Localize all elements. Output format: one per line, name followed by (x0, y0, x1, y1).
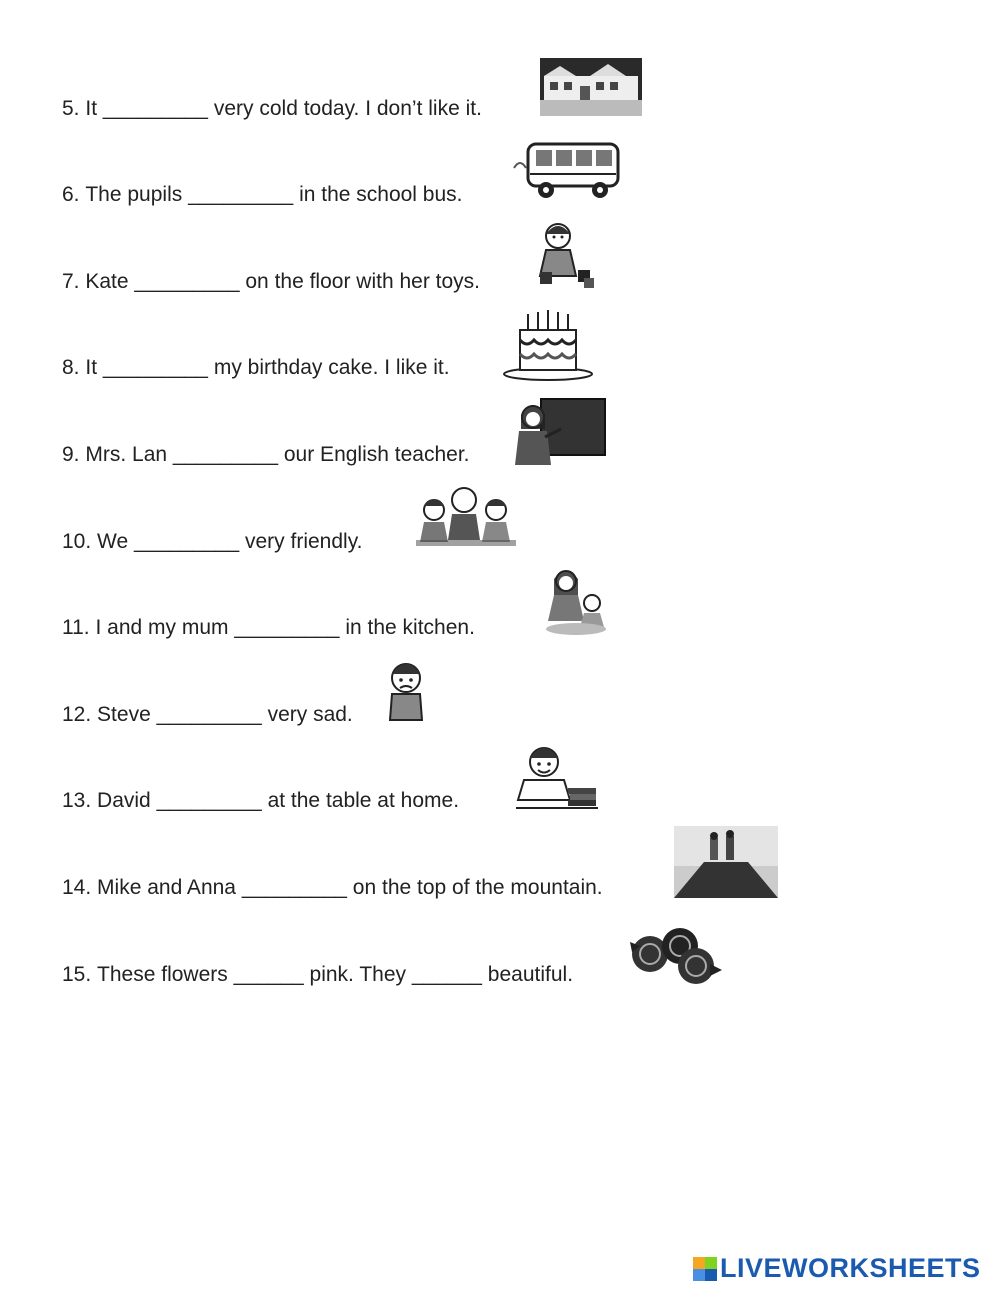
question-text-before: It (85, 356, 98, 379)
question-number: 8. (62, 356, 80, 379)
question-15 (62, 960, 573, 990)
question-5 (62, 94, 482, 124)
question-number: 11. (62, 616, 90, 639)
friends-group-icon (412, 484, 520, 555)
question-text-after: on the floor with her toys. (245, 270, 480, 293)
question-number: 7. (62, 270, 80, 293)
question-text-after: very friendly. (244, 530, 363, 553)
question-14 (62, 873, 603, 903)
snowy-school-icon (540, 58, 642, 121)
liveworksheets-mark-icon (693, 1257, 717, 1281)
question-6 (62, 180, 463, 210)
question-text-after: in the school bus. (299, 183, 463, 206)
question-text-before: I and my mum (95, 616, 229, 639)
question-text-before: We (97, 530, 129, 553)
question-text-before: It (85, 97, 98, 120)
question-number: 5. (62, 97, 80, 120)
question-text-after: very sad. (267, 703, 353, 726)
question-text-before: Mike and Anna (97, 876, 236, 899)
question-number: 13. (62, 789, 92, 812)
question-13 (62, 786, 459, 816)
answer-blank[interactable]: _________ (102, 356, 208, 379)
question-number: 15. (62, 963, 92, 986)
answer-blank[interactable]: _________ (172, 443, 279, 466)
question-number: 14. (62, 876, 92, 899)
answer-blank[interactable]: _________ (241, 876, 347, 899)
answer-blank[interactable]: _________ (156, 703, 262, 726)
question-number: 10. (62, 530, 92, 553)
question-text-after: at the table at home. (267, 789, 460, 812)
teacher-blackboard-icon (515, 397, 607, 472)
sad-boy-icon (384, 660, 428, 729)
question-text-before: Steve (97, 703, 151, 726)
answer-blank-2[interactable]: ______ (411, 963, 482, 986)
question-text-after: in the kitchen. (345, 616, 475, 639)
answer-blank[interactable]: _________ (134, 530, 240, 553)
boy-at-table-icon (512, 742, 602, 817)
birthday-cake-icon (502, 306, 594, 387)
question-text-before: David (97, 789, 151, 812)
question-9 (62, 440, 470, 470)
question-text-after: our English teacher. (283, 443, 470, 466)
question-7 (62, 267, 480, 297)
question-12 (62, 700, 353, 730)
mum-and-child-icon (540, 567, 612, 644)
question-number: 6. (62, 183, 80, 206)
answer-blank[interactable]: _________ (134, 270, 240, 293)
answer-blank[interactable]: _________ (234, 616, 340, 639)
answer-blank[interactable]: _________ (102, 97, 208, 120)
question-text-after: very cold today. I don’t like it. (213, 97, 482, 120)
answer-blank[interactable]: _________ (156, 789, 262, 812)
question-text-before: Mrs. Lan (85, 443, 168, 466)
mountain-top-icon (674, 826, 778, 903)
question-10 (62, 527, 362, 557)
question-text-before: Kate (85, 270, 129, 293)
school-bus-icon (510, 140, 622, 207)
question-text-part2: pink. They (309, 963, 407, 986)
answer-blank[interactable]: _________ (188, 183, 294, 206)
roses-icon (626, 924, 724, 995)
answer-blank-1[interactable]: ______ (233, 963, 304, 986)
liveworksheets-logo (693, 1253, 981, 1284)
question-text-part1: These flowers (97, 963, 228, 986)
question-text-after: my birthday cake. I like it. (213, 356, 450, 379)
question-11 (62, 613, 475, 643)
question-text-after: on the top of the mountain. (352, 876, 603, 899)
brand-name: LIVEWORKSHEETS (720, 1253, 981, 1283)
question-text-before: The pupils (85, 183, 183, 206)
question-number: 12. (62, 703, 92, 726)
question-8 (62, 353, 450, 383)
question-text-part3: beautiful. (487, 963, 574, 986)
girl-with-toys-icon (536, 222, 598, 295)
question-number: 9. (62, 443, 80, 466)
